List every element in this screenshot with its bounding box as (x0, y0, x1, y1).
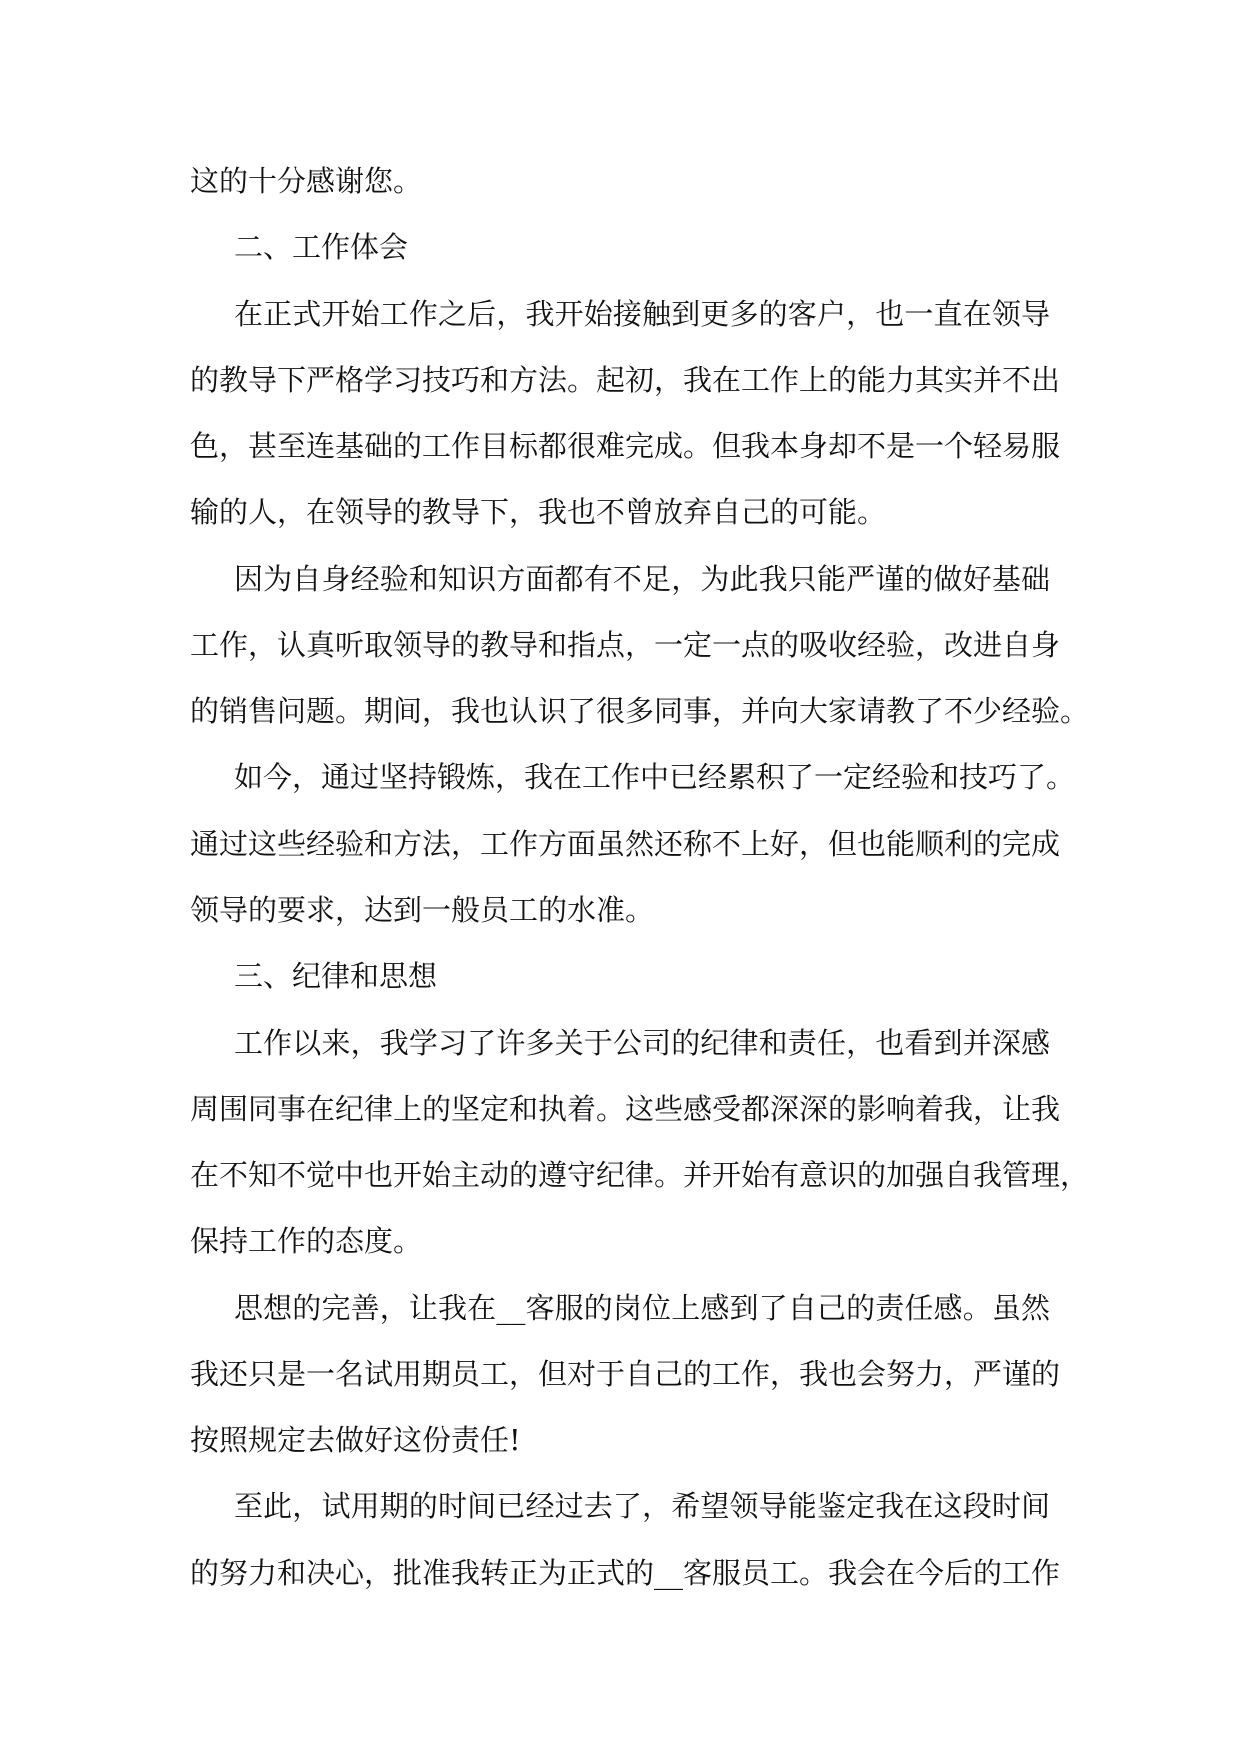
text-line: 如今，通过坚持锻炼，我在工作中已经累积了一定经验和技巧了。 (234, 760, 1076, 794)
text-line: 通过这些经验和方法，工作方面虽然还称不上好，但也能顺利的完成 (190, 827, 1061, 861)
text-line: 领导的要求，达到一般员工的水准。 (190, 893, 655, 927)
text-line: 工作以来，我学习了许多关于公司的纪律和责任，也看到并深感 (234, 1026, 1050, 1060)
text-line: 的努力和决心，批准我转正为正式的__客服员工。我会在今后的工作 (190, 1556, 1061, 1590)
text-line: 在不知不觉中也开始主动的遵守纪律。并开始有意识的加强自我管理， (190, 1158, 1090, 1192)
text-line: 因为自身经验和知识方面都有不足，为此我只能严谨的做好基础 (234, 562, 1050, 596)
text-line: 色，甚至连基础的工作目标都很难完成。但我本身却不是一个轻易服 (190, 429, 1061, 463)
text-line: 在正式开始工作之后，我开始接触到更多的客户，也一直在领导 (234, 297, 1050, 331)
text-line: 我还只是一名试用期员工，但对于自己的工作，我也会努力，严谨的 (190, 1357, 1061, 1391)
text-line: 的销售问题。期间，我也认识了很多同事，并向大家请教了不少经验。 (190, 694, 1090, 728)
section-heading: 三、纪律和思想 (234, 959, 438, 993)
text-line: 保持工作的态度。 (190, 1224, 423, 1258)
text-line: 工作，认真听取领导的教导和指点，一定一点的吸收经验，改进自身 (190, 628, 1061, 662)
text-line: 这的十分感谢您。 (190, 164, 423, 198)
section-heading: 二、工作体会 (234, 230, 409, 264)
text-line: 思想的完善，让我在__客服的岗位上感到了自己的责任感。虽然 (234, 1291, 1050, 1325)
text-line: 按照规定去做好这份责任! (190, 1423, 521, 1457)
text-line: 输的人，在领导的教导下，我也不曾放弃自己的可能。 (190, 495, 887, 529)
text-line: 至此，试用期的时间已经过去了，希望领导能鉴定我在这段时间 (234, 1489, 1050, 1523)
text-line: 周围同事在纪律上的坚定和执着。这些感受都深深的影响着我，让我 (190, 1092, 1061, 1126)
text-line: 的教导下严格学习技巧和方法。起初，我在工作上的能力其实并不出 (190, 363, 1061, 397)
